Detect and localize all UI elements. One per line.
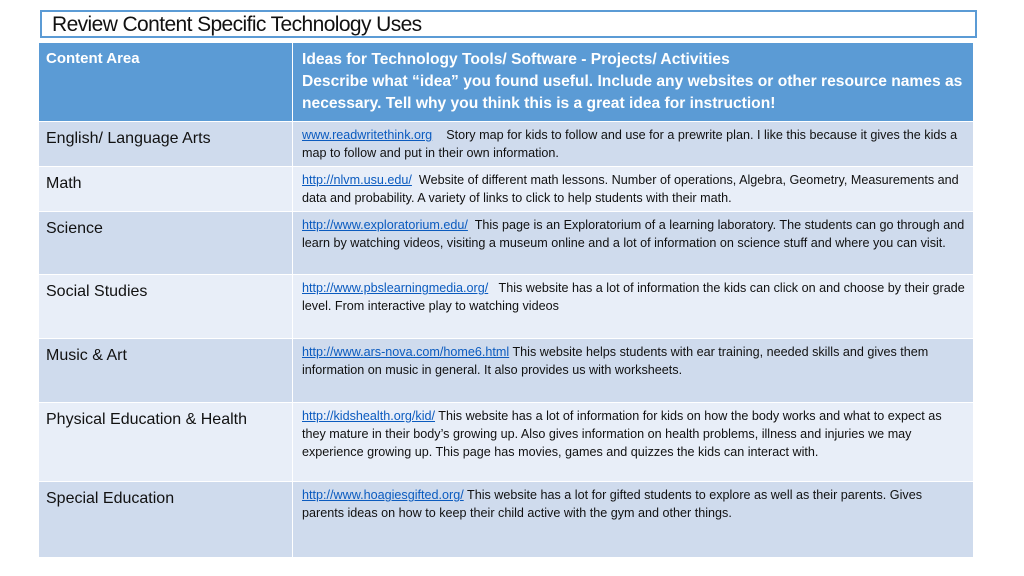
table-row [39,482,974,558]
header-row [39,43,974,122]
header-ideas [293,43,974,122]
table-row [39,403,974,482]
resource-link[interactable]: http://kidshealth.org/kid/ [302,409,436,423]
idea-cell [293,339,974,403]
idea-description: This website has a lot of information for kids on how the body works and what to expect as they mature in their body’s growing up. Also gives information on health problems, illness and injuries we may experience growing up. This page has movies, games and quizzes the kids can interact with. [302,409,942,459]
content-area-cell: Math [39,167,293,212]
slide-title-box [40,10,977,38]
idea-cell [293,167,974,212]
idea-cell [293,212,974,275]
header-ideas-line1: Ideas for Technology Tools/ Software - Projects/ Activities [302,51,730,68]
idea-description: This website has a lot for gifted students to explore as well as their parents. Gives parents ideas on how to keep their child active with the gym and other things. [302,488,922,520]
idea-description: Story map for kids to follow and use for a prewrite plan. I like this because it gives the kids a map to follow and put in their own information. [302,128,958,160]
content-area-cell: English/ Language Arts [39,122,293,167]
content-table [38,42,974,558]
resource-link[interactable]: www.readwritethink.org [302,128,433,142]
resource-link[interactable]: http://www.pbslearningmedia.org/ [302,281,489,295]
idea-cell [293,403,974,482]
idea-description: Website of different math lessons. Number of operations, Algebra, Geometry, Measurements and data and probability. A variety of links to click to help students with their math. [302,173,959,205]
table-row [39,212,974,275]
idea-cell [293,275,974,339]
idea-cell [293,122,974,167]
header-content-area: Content Area [39,43,293,122]
idea-cell [293,482,974,558]
idea-description: This website has a lot of information the kids can click on and choose by their grade level. From interactive play to watching videos [302,281,965,313]
table-row [39,275,974,339]
content-area-cell: Special Education [39,482,293,558]
resource-link[interactable]: http://www.ars-nova.com/home6.html [302,345,510,359]
content-area-cell: Social Studies [39,275,293,339]
content-area-cell: Physical Education & Health [39,403,293,482]
idea-description: This page is an Exploratorium of a learning laboratory. The students can go through and learn by watching videos, visiting a museum online and a lot of information on science stuff and where you can visit. [302,218,965,250]
slide-title: Review Content Specific Technology Uses [52,13,422,36]
resource-link[interactable]: http://www.exploratorium.edu/ [302,218,468,232]
table-row [39,167,974,212]
table-row [39,339,974,403]
content-area-cell: Music & Art [39,339,293,403]
content-area-cell: Science [39,212,293,275]
table-row [39,122,974,167]
resource-link[interactable]: http://nlvm.usu.edu/ [302,173,412,187]
resource-link[interactable]: http://www.hoagiesgifted.org/ [302,488,464,502]
header-ideas-line2: Describe what “idea” you found useful. Include any websites or other resource names as necessary. Tell why you think this is a great idea for instruction! [302,73,963,112]
idea-description: This website helps students with ear training, needed skills and gives them information on music in general. It also provides us with worksheets. [302,345,929,377]
